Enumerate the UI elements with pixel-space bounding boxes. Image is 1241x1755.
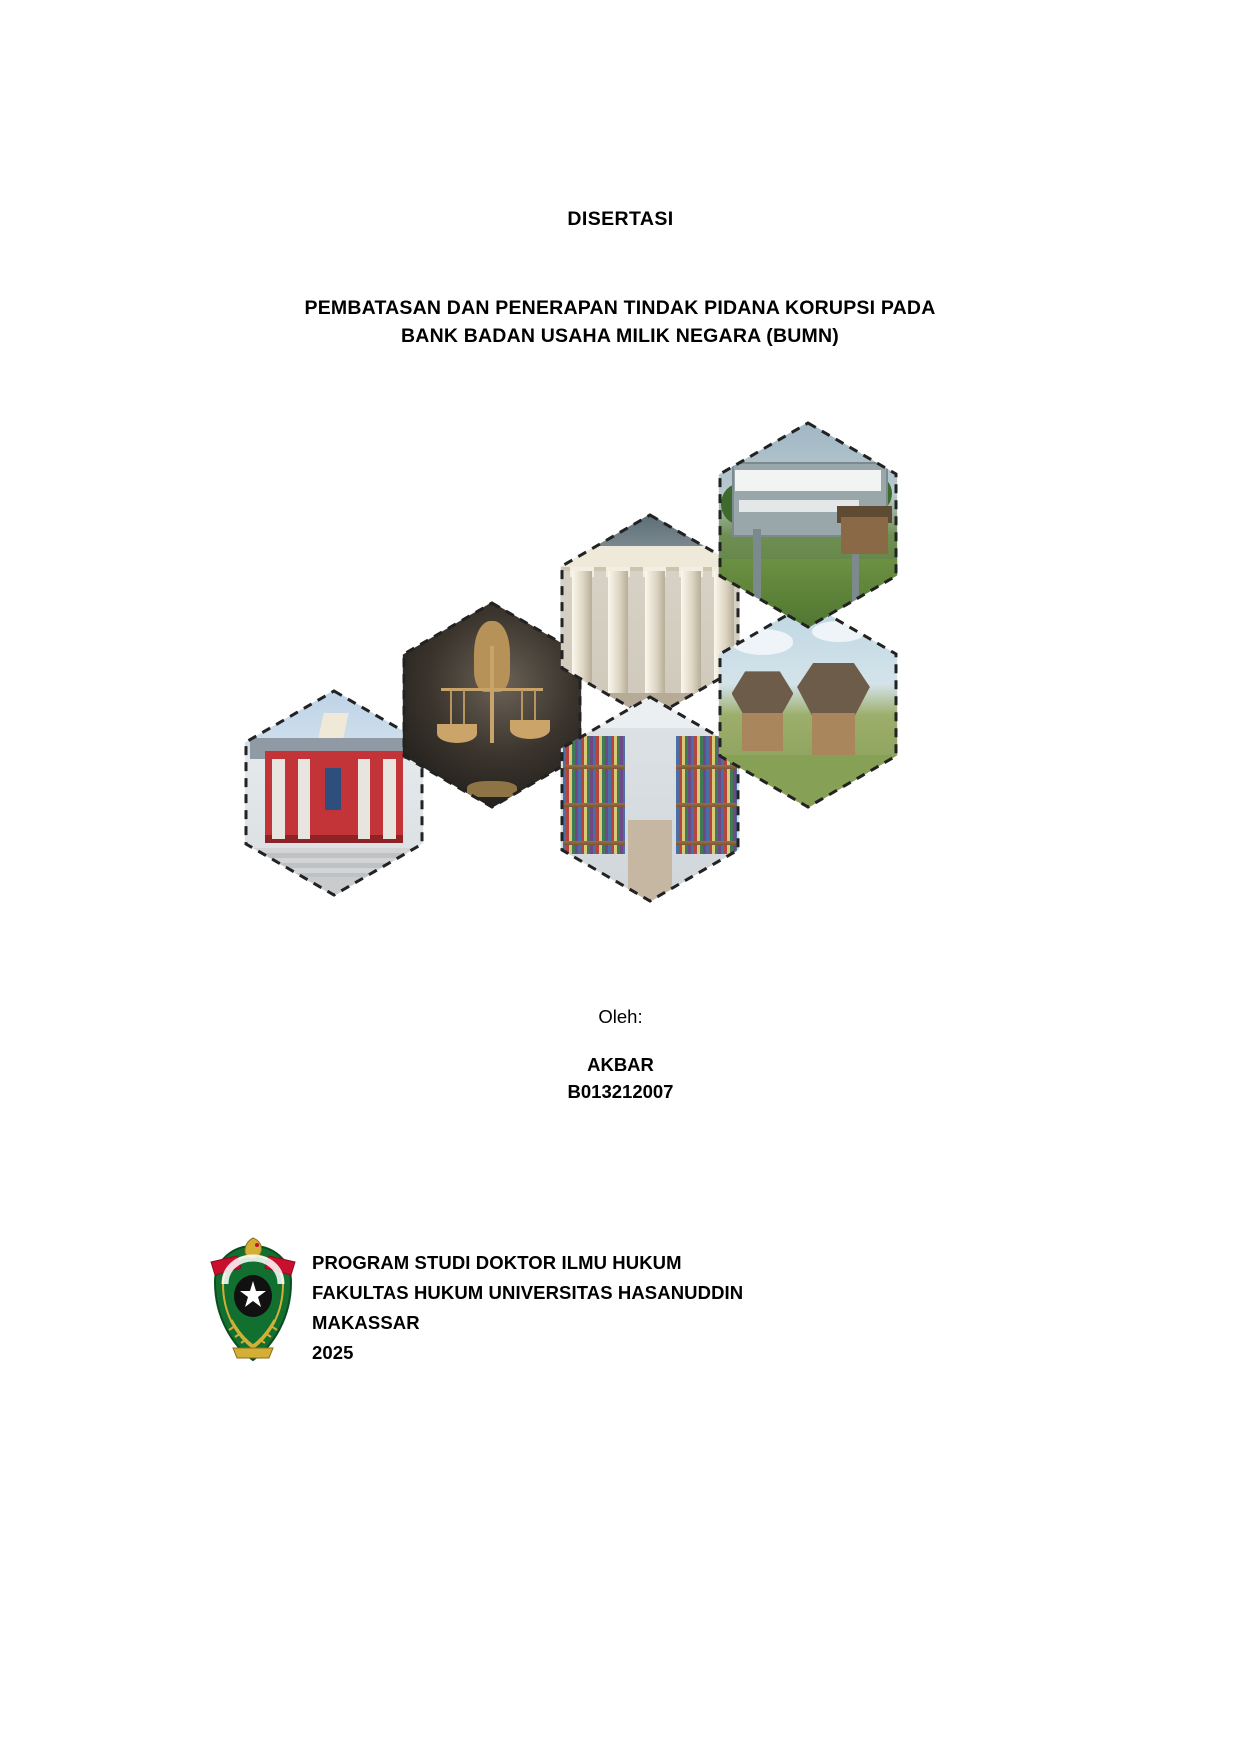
footer-city: MAKASSAR [312,1311,420,1333]
title-line-1: PEMBATASAN DAN PENERAPAN TINDAK PIDANA KORUPSI PADA [304,297,936,319]
collage-tile-courthouse-building [243,688,425,898]
collage-tile-library-shelves [559,694,741,904]
collage-tile-classical-columns [559,512,741,722]
hex-outline-icon [401,600,583,810]
author-block [0,1052,1241,1106]
document-type-label: DISERTASI [567,208,674,230]
hex-outline-icon [717,600,899,810]
author-by-label: Oleh: [598,1006,643,1027]
collage-tile-tongkonan-houses [717,600,899,810]
collage-tile-land-ownership-sign [717,420,899,630]
universitas-hasanuddin-logo [207,1234,299,1366]
institution-footer [312,1248,743,1368]
hexagon-photo-collage [243,420,923,920]
collage-tile-scales-of-justice [401,600,583,810]
footer-year: 2025 [312,1341,354,1363]
author-student-id: B013212007 [567,1080,674,1102]
hex-outline-icon [243,688,425,898]
title-line-2: BANK BADAN USAHA MILIK NEGARA (BUMN) [401,325,839,348]
author-name: AKBAR [587,1054,654,1075]
logo-icon [207,1234,299,1366]
footer-program: PROGRAM STUDI DOKTOR ILMU HUKUM [312,1252,682,1273]
hex-outline-icon [717,420,899,630]
page-title [170,294,1070,351]
hex-outline-icon [559,694,741,904]
hex-outline-icon [559,512,741,722]
footer-faculty: FAKULTAS HUKUM UNIVERSITAS HASANUDDIN [312,1281,744,1303]
